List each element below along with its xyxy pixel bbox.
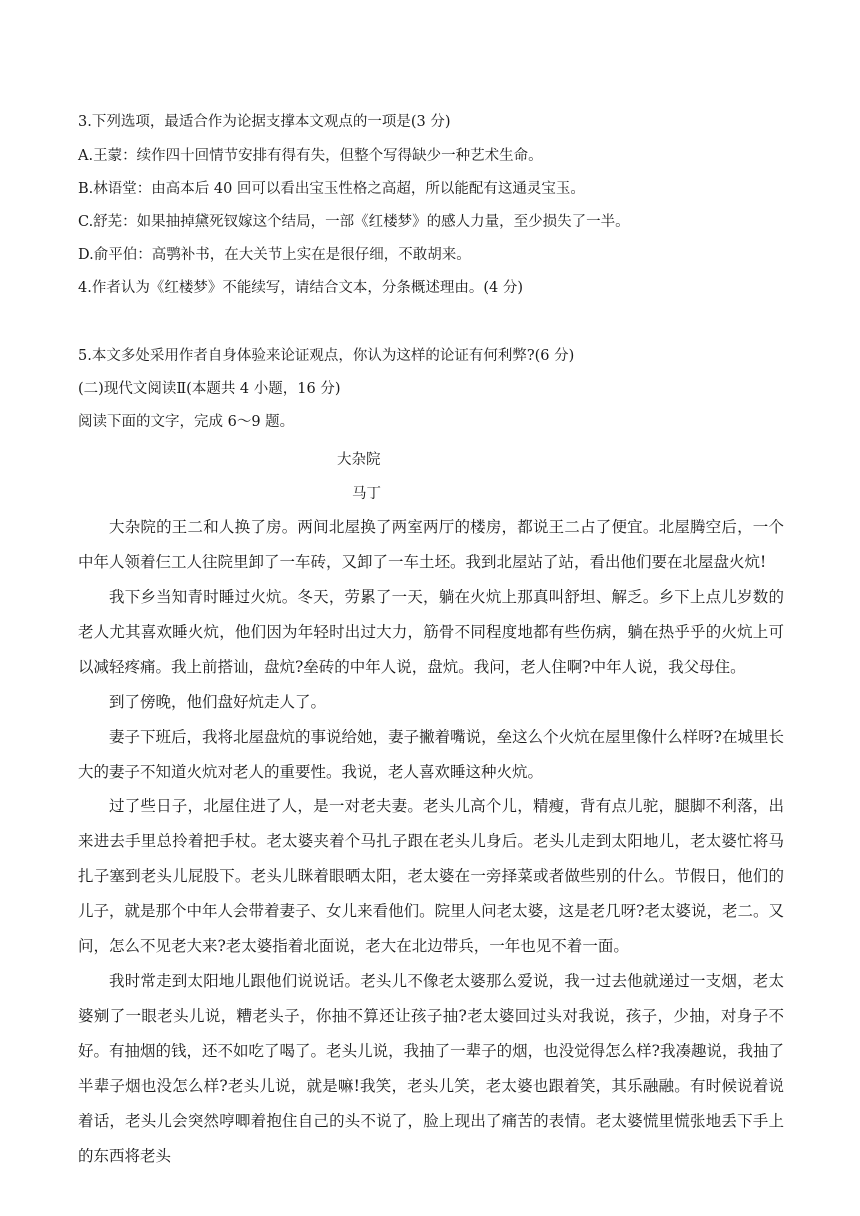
- section-heading: (二)现代文阅读Ⅱ(本题共 4 小题，16 分): [78, 381, 341, 397]
- article-paragraph-3: 到了傍晚，他们盘好炕走人了。: [109, 693, 327, 711]
- question-3-option-c: C.舒芜：如果抽掉黛死钗嫁这个结局，一部《红楼梦》的感人力量，至少损失了一半。: [78, 214, 630, 230]
- question-3-option-b: B.林语堂：由高本后 40 回可以看出宝玉性格之高超，所以能配有这通灵宝玉。: [78, 181, 585, 197]
- article-paragraph-2: 我下乡当知青时睡过火炕。冬天，劳累了一天，躺在火炕上那真叫舒坦、解乏。乡下上点儿岁数的老人尤其喜欢睡火炕，他们因为年轻时出过大力，筋骨不同程度地都有些伤病，躺在热乎乎的火炕上可以减轻疼痛。我上前搭讪，盘炕?垒砖的中年人说，盘炕。我问，老人住啊?中年人说，我父母住。: [78, 588, 784, 676]
- article-paragraph-5: 过了些日子，北屋住进了人，是一对老夫妻。老头儿高个儿，精瘦，背有点儿驼，腿脚不利落，出来进去手里总拎着把手杖。老太婆夹着个马扎子跟在老头儿身后。老头儿走到太阳地儿，老太婆忙将马扎子塞到老头儿屁股下。老头儿眯着眼晒太阳，老太婆在一旁择菜或者做些别的什么。节假日，他们的儿子，就是那个中年人会带着妻子、女儿来看他们。院里人问老太婆，这是老几呀?老太婆说，老二。又问，怎么不见老大来?老太婆指着北面说，老大在北边带兵，一年也见不着一面。: [78, 797, 784, 955]
- article-title: 大杂院: [337, 452, 381, 468]
- question-3-option-d: D.俞平伯：高鹗补书，在大关节上实在是很仔细，不敢胡来。: [78, 247, 471, 263]
- article-paragraph-6: 我时常走到太阳地儿跟他们说说话。老头儿不像老太婆那么爱说，我一过去他就递过一支烟，老太婆剜了一眼老头儿说，糟老头子，你抽不算还让孩子抽?老太婆回过头对我说，孩子，少抽，对身子不好。有抽烟的钱，还不如吃了喝了。老头儿说，我抽了一辈子的烟，也没觉得怎么样?我凑趣说，我抽了半辈子烟也没怎么样?老头儿说，就是嘛!我笑，老头儿笑，老太婆也跟着笑，其乐融融。有时候说着说着话，老头儿会突然哼唧着抱住自己的头不说了，脸上现出了痛苦的表情。老太婆慌里慌张地丢下手上的东西将老头: [78, 972, 784, 1165]
- question-4: 4.作者认为《红楼梦》不能续写，请结合文本，分条概述理由。(4 分): [78, 280, 523, 296]
- section-instruction: 阅读下面的文字，完成 6～9 题。: [78, 414, 295, 430]
- question-3-stem: 3.下列选项，最适合作为论据支撑本文观点的一项是(3 分): [78, 114, 451, 130]
- article-paragraph-1: 大杂院的王二和人换了房。两间北屋换了两室两厅的楼房，都说王二占了便宜。北屋腾空后，一个中年人领着仨工人往院里卸了一车砖，又卸了一车土坯。我到北屋站了站，看出他们要在北屋盘火炕!: [78, 518, 784, 571]
- question-3-option-a: A.王蒙：续作四十回情节安排有得有失，但整个写得缺少一种艺术生命。: [78, 148, 543, 164]
- article-author: 马丁: [352, 486, 381, 502]
- question-5: 5.本文多处采用作者自身体验来论证观点，你认为这样的论证有何利弊?(6 分): [78, 348, 575, 364]
- article-paragraph-4: 妻子下班后，我将北屋盘炕的事说给她，妻子撇着嘴说，垒这么个火炕在屋里像什么样呀?在城里长大的妻子不知道火炕对老人的重要性。我说，老人喜欢睡这种火炕。: [78, 728, 784, 781]
